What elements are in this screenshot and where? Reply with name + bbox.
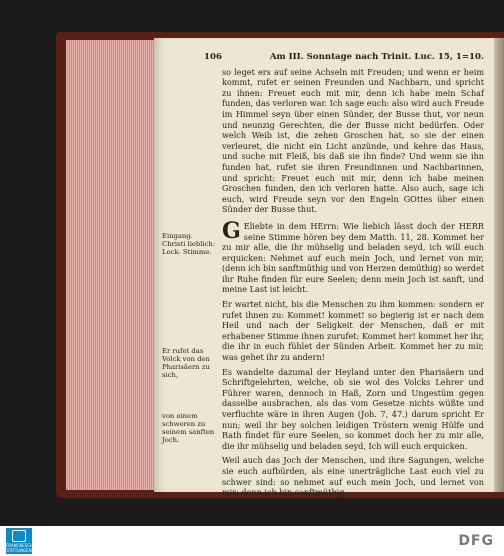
running-header bbox=[204, 52, 484, 63]
margin-note-3: von einem schweren zu seinem sanften Joch. bbox=[162, 412, 215, 444]
margin-note-1: Eingang. Christi lieblich: Lock- Stimme. bbox=[162, 232, 216, 256]
paragraph-gospel: so leget ers auf seine Achseln mit Freuden; und wenn er heim kommt, rufet er seinen Freunden und Nachbarn, und spricht zu ihnen: Freuet euch mit mir, denn ich habe mein Schaf funden, das verloren war. Ich sage euch: also wird auch Freude im Himmel seyn über einen Sünder, der Busse thut, vor neun und neunzig Gerechten, die der Busse nicht bedürfen. Oder welch Weib ist, die zehen Groschen hat, so sie der einen verleuret, die nicht ein Licht anzünde, und kehre das Haus, und suche mit Fleiß, bis daß sie ihn finde? Und wenn sie ihn funden hat, rufet sie ihren Freundinnen und Nachbarinnen, und spricht: Freuet euch mit mir, denn ich habe meinen Groschen funden, den ich verloren hatte. Also auch, sage ich euch, wird Freude seyn vor den Engeln GOttes über einen Sünder der Busse thut. bbox=[222, 66, 484, 215]
facing-page-edge bbox=[494, 38, 504, 492]
logo-left-text: FRANCKESCHE STIFTUNGEN bbox=[6, 543, 36, 553]
paragraph-intro bbox=[222, 217, 484, 295]
page-edges bbox=[66, 40, 155, 490]
footer-bar bbox=[0, 526, 504, 556]
emblem-icon bbox=[12, 530, 26, 542]
paragraph-pharisees: Es wandelte dazumal der Heyland unter den Pharisäern und Schriftgelehrten, welche, ob sie wol des Volcks Lehrer und Führer waren, dennoch in Haß, Zorn und Ungestüm gegen dasselbe ausbrachen, als das vom Gesetze nichts wüßte und verfluchte wäre in ihren Augen (Joh. 7, 47.) darum spricht Er nun; weil ihr bey solchen leidigen Tröstern wenig Hülfe und Rath findet für eure Seelen, so kommet doch her zu mir alle, die ihr mühselig und beladen seyd, Ich will euch erquicken. bbox=[222, 366, 484, 451]
page-text bbox=[204, 52, 484, 502]
drop-cap: G bbox=[222, 217, 241, 244]
running-title: Am III. Sonntage nach Trinit. Luc. 15, 1=10. bbox=[269, 52, 484, 62]
paragraph-yoke: Weil auch das Joch der Menschen, und ihre Sagungen, welche sie euch aufbürden, als eine unerträgliche Last euch viel zu schwer sind: so nehmet auf euch mein Joch, und lernet von mir; denn ich bin sanftmüthig bbox=[222, 455, 484, 498]
margin-note-2: Er rufet das Volck von den Pharisäern zu sich, bbox=[162, 347, 210, 379]
paragraph-intro-text: Eliebte in dem HErrn: Wie liebich lässt doch der HERR seine Stimme hören bey dem Matth. 11, 28. Kommet her zu mir alle, die ihr mühselig und beladen seyd, ich will euch erquicken: Nehmet auf euch mein Joch, und lernet von mir, (denn ich bin sanftmüthig und von Herzen demüthig) so werdet ihr Ruhe finden für eure Seelen; denn mein Joch ist sanft, und meine Last ist leicht. bbox=[222, 220, 484, 295]
franckesche-stiftungen-logo bbox=[6, 528, 36, 554]
dfg-logo: DFG bbox=[458, 533, 494, 549]
paragraph-call: Er wartet nicht, bis die Menschen zu ihm kommen: sondern er rufet ihnen zu: Kommet! kommet! so begierig ist er nach dem Heil und nach der Seligkeit der Menschen, daß er mit erhabener Stimme ihnen zurufet: Kommet her! kommet her ihr, die ihr in euch fühlet der Sünden Arbeit. Kommet her zu mir, was gehet ihr zu andern! bbox=[222, 299, 484, 363]
page-number: 106 bbox=[204, 52, 222, 62]
